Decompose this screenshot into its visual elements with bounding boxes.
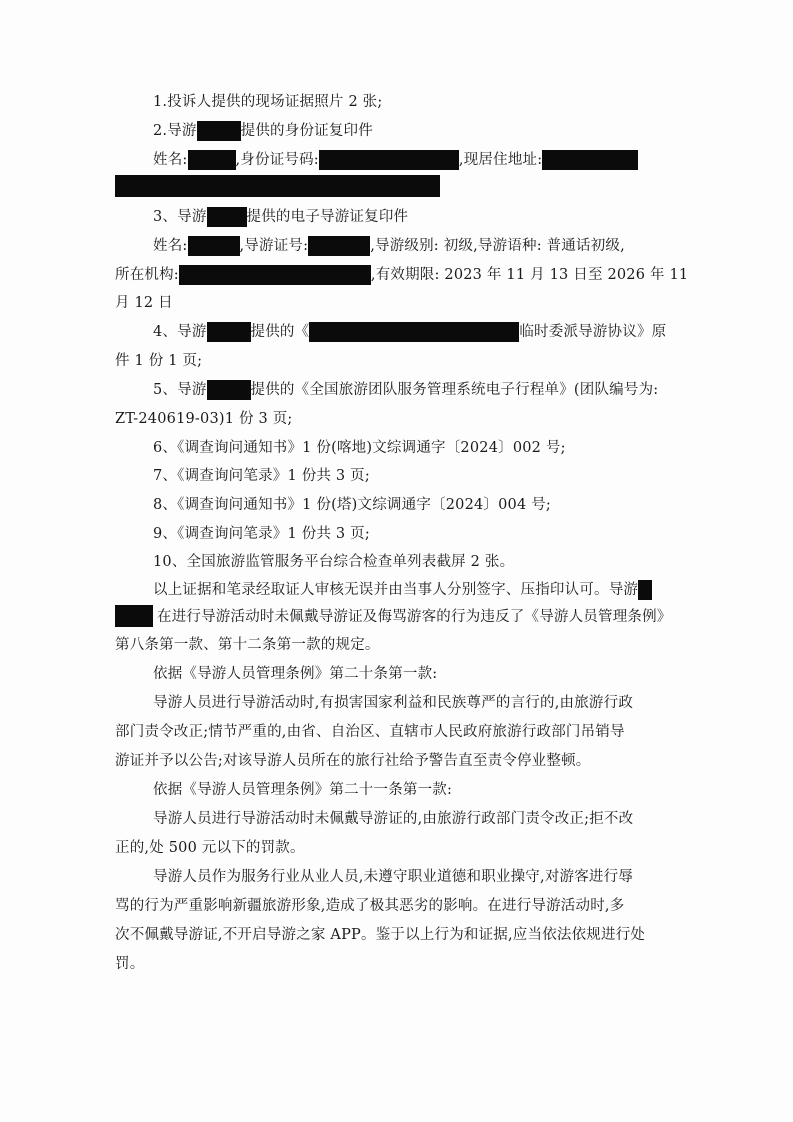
evidence-item-5-cont: ZT-240619-03)1 份 3 页; bbox=[115, 411, 293, 427]
evidence-item-2: 2.导游 提供的身份证复印件 bbox=[153, 123, 373, 139]
legal-text-1: 导游人员进行导游活动时,有损害国家利益和民族尊严的言行的,由旅游行政 bbox=[153, 695, 634, 711]
evidence-item-10: 10、全国旅游监管服务平台综合检查单列表截屏 2 张。 bbox=[153, 554, 515, 570]
paragraph-conclusion-end: 第八条第一款、第十二条第一款的规定。 bbox=[115, 637, 380, 653]
evidence-item-8: 8、《调查询问通知书》1 份(塔)文综调通字〔2024〕004 号; bbox=[153, 497, 551, 513]
redaction-bar bbox=[179, 265, 371, 285]
redaction-bar bbox=[542, 150, 638, 170]
redaction-bar bbox=[207, 380, 251, 400]
redaction-bar bbox=[308, 236, 370, 256]
paragraph-conclusion-cont: 在进行导游活动时未佩戴导游证及侮骂游客的行为违反了《导游人员管理条例》 bbox=[157, 609, 672, 625]
summary-paragraph-end: 罚。 bbox=[115, 956, 145, 972]
guide-card-details: 姓名: ,导游证号: ,导游级别: 初级,导游语种: 普通话初级, bbox=[153, 238, 625, 254]
redaction-bar bbox=[197, 121, 241, 141]
summary-paragraph-cont-1: 骂的行为严重影响新疆旅游形象,造成了极其恶劣的影响。在进行导游活动时,多 bbox=[115, 898, 625, 914]
paragraph-conclusion: 以上证据和笔录经取证人审核无误并由当事人分别签字、压指印认可。导游 bbox=[153, 580, 652, 600]
redaction-bar bbox=[188, 150, 236, 170]
summary-paragraph-cont-2: 次不佩戴导游证,不开启导游之家 APP。鉴于以上行为和证据,应当依法依规进行处 bbox=[115, 927, 646, 943]
redaction-bar bbox=[207, 322, 251, 342]
id-card-details: 姓名: ,身份证号码: ,现居住地址: bbox=[153, 150, 638, 170]
legal-text-2: 导游人员进行导游活动时未佩戴导游证的,由旅游行政部门责令改正;拒不改 bbox=[153, 811, 634, 827]
redaction-bar bbox=[638, 580, 652, 600]
evidence-item-6: 6、《调查询问通知书》1 份(喀地)文综调通字〔2024〕002 号; bbox=[153, 440, 566, 456]
summary-paragraph: 导游人员作为服务行业从业人员,未遵守职业道德和职业操守,对游客进行辱 bbox=[153, 869, 634, 885]
evidence-item-4: 4、导游 提供的《 临时委派导游协议》原 bbox=[153, 324, 667, 340]
redaction-bar-address bbox=[115, 175, 440, 197]
redaction-bar-name bbox=[115, 605, 153, 627]
legal-text-1-end: 游证并予以公告;对该导游人员所在的旅行社给予警告直至责令停业整顿。 bbox=[115, 753, 591, 769]
legal-basis-heading-2: 依据《导游人员管理条例》第二十一条第一款: bbox=[153, 782, 453, 798]
legal-text-2-end: 正的,处 500 元以下的罚款。 bbox=[115, 840, 305, 856]
evidence-item-7: 7、《调查询问笔录》1 份共 3 页; bbox=[153, 468, 370, 484]
guide-card-expiry: 月 12 日 bbox=[115, 295, 173, 311]
evidence-item-3: 3、导游 提供的电子导游证复印件 bbox=[153, 209, 409, 225]
legal-basis-heading-1: 依据《导游人员管理条例》第二十条第一款: bbox=[153, 666, 438, 682]
legal-text-1-cont: 部门责令改正;情节严重的,由省、自治区、直辖市人民政府旅游行政部门吊销导 bbox=[115, 724, 625, 740]
redaction-bar bbox=[207, 207, 247, 227]
redaction-bar bbox=[319, 150, 459, 170]
evidence-item-1: 1.投诉人提供的现场证据照片 2 张; bbox=[153, 94, 383, 110]
evidence-item-5: 5、导游 提供的《全国旅游团队服务管理系统电子行程单》(团队编号为: bbox=[153, 382, 659, 398]
redaction-bar bbox=[188, 236, 240, 256]
evidence-item-9: 9、《调查询问笔录》1 份共 3 页; bbox=[153, 526, 370, 542]
evidence-item-4-cont: 件 1 份 1 页; bbox=[115, 353, 203, 369]
guide-card-agency: 所在机构: ,有效期限: 2023 年 11 月 13 日至 2026 年 11 bbox=[115, 267, 689, 283]
redaction-bar bbox=[309, 322, 519, 342]
